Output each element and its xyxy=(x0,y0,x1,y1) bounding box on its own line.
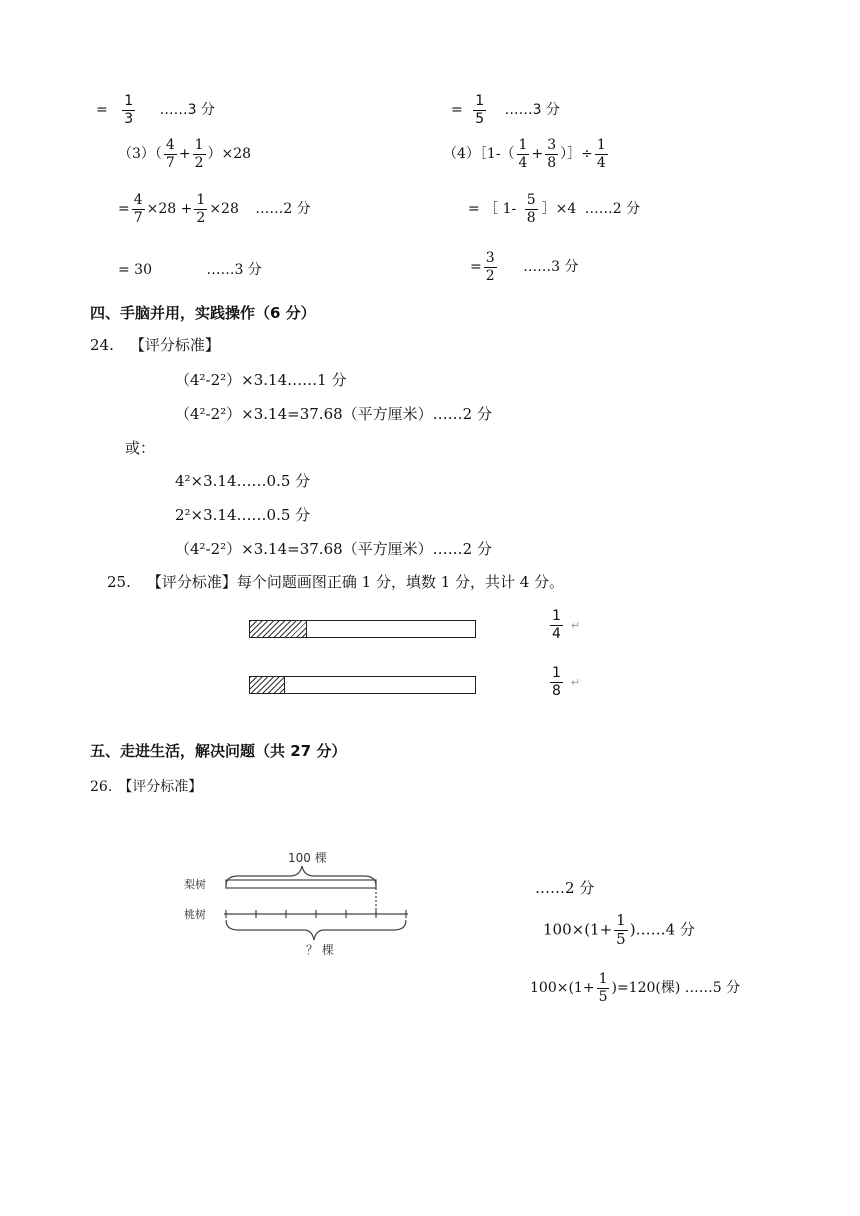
fraction-bar-2 xyxy=(249,676,476,694)
q24-header: 24. 【评分标准】 xyxy=(90,336,220,354)
calc-left-1: = $\frac{1}{3}$ ……3 分 xyxy=(96,93,215,127)
q26-score-2: 100×(1+ $\frac{1}{5}$ )……4 分 xyxy=(543,911,695,948)
q26-score-3: 100×(1+ $\frac{1}{5}$ )=120(棵) ……5 分 xyxy=(530,971,741,1005)
fraction-bar-1 xyxy=(249,620,476,638)
q24-line-4: 4²×3.14……0.5 分 xyxy=(175,472,311,490)
segment-diagram xyxy=(180,840,420,970)
bar-fraction-2: $\frac{1}{8}$ ↵ xyxy=(552,665,581,699)
calc-left-3: = $\frac{4}{7}$ ×28 + $\frac{1}{2}$ ×28 ……2 分 xyxy=(118,192,311,226)
bar-shaded-2 xyxy=(250,677,285,693)
calc-left-2: （3）（ $\frac{4}{7}$ + $\frac{1}{2}$ ）×28 xyxy=(118,137,252,171)
row-label-peach: 桃树 xyxy=(184,908,206,921)
q24-line-2: （4²-2²）×3.14=37.68（平方厘米）……2 分 xyxy=(175,405,492,423)
q24-line-1: （4²-2²）×3.14……1 分 xyxy=(175,371,347,389)
return-mark-icon: ↵ xyxy=(570,618,581,632)
q26-score-1: ……2 分 xyxy=(535,879,595,897)
calc-right-1: = $\frac{1}{5}$ ……3 分 xyxy=(451,93,560,127)
top-brace xyxy=(226,866,376,886)
q24-line-6: （4²-2²）×3.14=37.68（平方厘米）……2 分 xyxy=(175,540,492,558)
section5-heading: 五、走进生活，解决问题（共 27 分） xyxy=(90,742,347,760)
bar-fraction-1: $\frac{1}{4}$ ↵ xyxy=(552,608,581,642)
return-mark-icon: ↵ xyxy=(570,675,581,689)
q24-line-5: 2²×3.14……0.5 分 xyxy=(175,506,311,524)
q25-text: 25. 【评分标准】每个问题画图正确 1 分，填数 1 分，共计 4 分。 xyxy=(107,573,565,591)
calc-right-4: = $\frac{3}{2}$ ……3 分 xyxy=(470,250,579,284)
calc-right-3: = ［ 1- $\frac{5}{8}$ ］×4 ……2 分 xyxy=(468,192,641,226)
calc-right-2: （4）［1-（ $\frac{1}{4}$ + $\frac{3}{8}$ ）］÷ $\frac{1}{4}$ xyxy=(443,137,606,171)
section4-heading: 四、手脑并用，实践操作（6 分） xyxy=(90,304,316,322)
q26-header: 26. 【评分标准】 xyxy=(90,779,203,795)
row-label-pear: 梨树 xyxy=(184,878,206,891)
bar-shaded-1 xyxy=(250,621,307,637)
bottom-label: ？ 棵 xyxy=(306,943,334,957)
top-label: 100 棵 xyxy=(288,851,327,865)
q24-line-or: 或： xyxy=(125,439,156,457)
pear-bar xyxy=(226,880,376,888)
bottom-brace xyxy=(226,920,406,940)
calc-left-4: = 30 ……3 分 xyxy=(118,262,262,278)
